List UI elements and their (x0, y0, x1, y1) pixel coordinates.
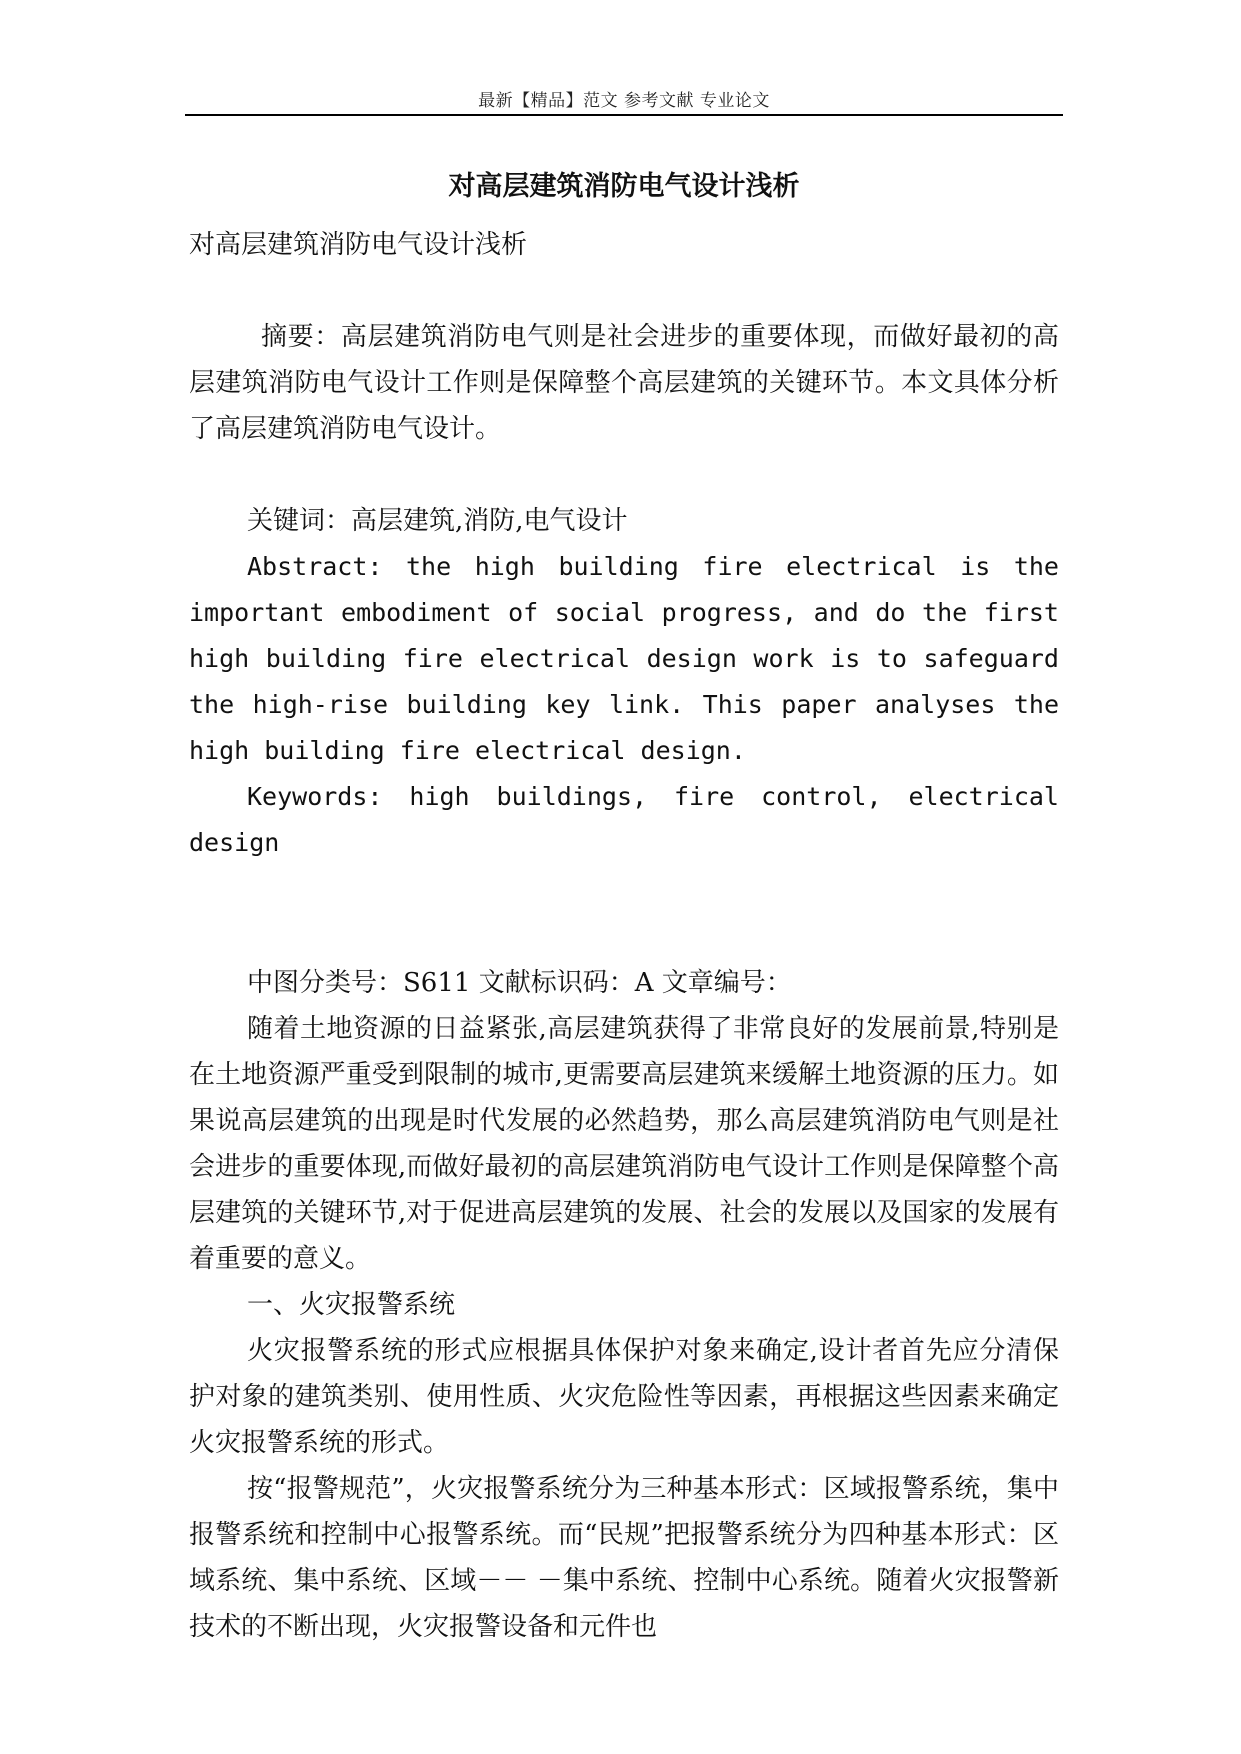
document-subtitle: 对高层建筑消防电气设计浅析 (189, 230, 528, 260)
document-title: 对高层建筑消防电气设计浅析 (448, 171, 800, 202)
keywords-cn: 关键词：高层建筑,消防,电气设计 (247, 506, 628, 536)
paragraph-intro: 随着土地资源的日益紧张,高层建筑获得了非常良好的发展前景,特别是在土地资源严重受到限制的城市,更需要高层建筑来缓解土地资源的压力。如果说高层建筑的出现是时代发展的必然趋势，那么高层建筑消防电气则是社会进步的重要体现,而做好最初的高层建筑消防电气设计工作则是保障整个高层建筑的关键环节,对于促进高层建筑的发展、社会的发展以及国家的发展有着重要的意义。 (189, 1014, 1059, 1274)
abstract-en: Abstract: the high building fire electrical is the important embodiment of social progress, and do the first high building fire electrical design work is to safeguard the high-rise building key link. This paper analyses the high building fire electrical design. (189, 552, 1059, 765)
paragraph-alarm-system: 火灾报警系统的形式应根据具体保护对象来确定,设计者首先应分清保护对象的建筑类别、使用性质、火灾危险性等因素，再根据这些因素来确定火灾报警系统的形式。 (189, 1336, 1059, 1458)
page-header: 最新【精品】范文 参考文献 专业论文 (478, 91, 770, 111)
section-heading: 一、火灾报警系统 (247, 1290, 456, 1320)
abstract-cn: 摘要：高层建筑消防电气则是社会进步的重要体现，而做好最初的高层建筑消防电气设计工作则是保障整个高层建筑的关键环节。本文具体分析了高层建筑消防电气设计。 (189, 322, 1059, 444)
classification-line: 中图分类号：S611 文献标识码：A 文章编号： (247, 968, 792, 998)
header-divider (185, 114, 1063, 116)
paragraph-alarm-forms: 按“报警规范”，火灾报警系统分为三种基本形式：区域报警系统，集中报警系统和控制中心报警系统。而“民规”把报警系统分为四种基本形式：区域系统、集中系统、区域－－ －集中系统、控制中心系统。随着火灾报警新技术的不断出现，火灾报警设备和元件也 (189, 1474, 1059, 1642)
document-body (189, 222, 1059, 1650)
keywords-en: Keywords: high buildings, fire control, electrical design (189, 782, 1059, 857)
